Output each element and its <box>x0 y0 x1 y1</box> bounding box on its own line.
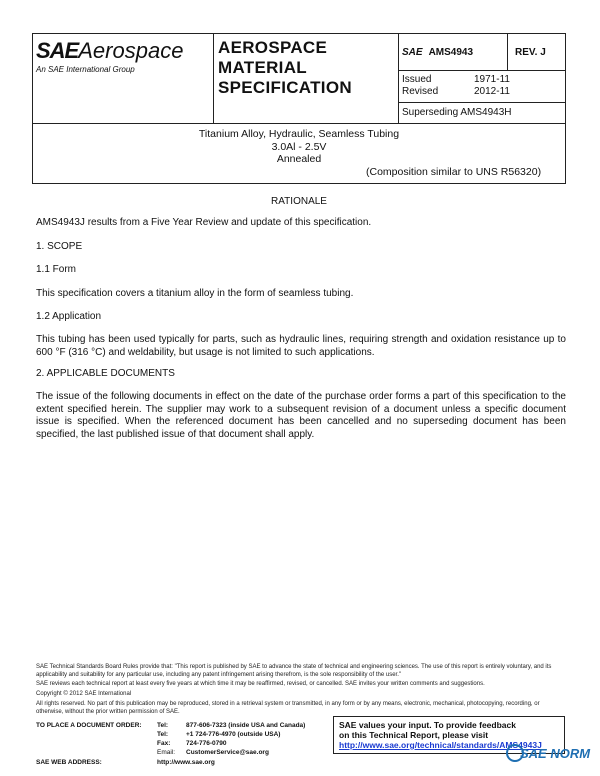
footer-rules-paragraph: SAE Technical Standards Board Rules provide that: "This report is published by SAE to advance the state of technical and engineering sciences. The use of this report is entirely voluntary, and its applicability and suitability for any particular use, including any patent infringement arising therefrom, is the sole responsibility of the user." <box>36 664 552 678</box>
superseding-note: Superseding AMS4943H <box>402 107 512 118</box>
tel2-value: +1 724-776-4970 (outside USA) <box>186 731 281 738</box>
section-1-1-text: This specification covers a titanium alloy in the form of seamless tubing. <box>36 288 354 299</box>
tel-value: 877-606-7323 (inside USA and Canada) <box>186 722 306 729</box>
fax-value: 724-776-0790 <box>186 740 227 747</box>
issued-label: Issued <box>402 74 432 85</box>
revision-label: REV. J <box>515 47 546 58</box>
watermark-text: SAE NORM <box>520 746 591 761</box>
document-type-title <box>218 38 368 98</box>
section-1-1-heading: 1.1 Form <box>36 264 77 275</box>
title-line-3: SPECIFICATION <box>218 78 352 97</box>
rationale-heading: RATIONALE <box>271 196 327 207</box>
revised-date: 2012-11 <box>474 86 510 97</box>
logo-subtitle: An SAE International Group <box>36 65 135 74</box>
web-value[interactable]: http://www.sae.org <box>157 759 215 766</box>
order-label: TO PLACE A DOCUMENT ORDER: <box>36 722 142 729</box>
tel-label: Tel: <box>157 722 169 729</box>
email-value[interactable]: CustomerService@sae.org <box>186 749 269 756</box>
tel2-label: Tel: <box>157 731 169 738</box>
title-line-1: AEROSPACE <box>218 38 328 57</box>
fax-label: Fax: <box>157 740 171 747</box>
section-1-2-text: This tubing has been used typically for parts, such as hydraulic lines, requiring strength and oxidation resistance up to 600 °F (316 °C) and weldability, but usage is not limited to such applications. <box>36 334 566 358</box>
feedback-line-1: SAE values your input. To provide feedback <box>339 720 516 730</box>
section-2-heading: 2. APPLICABLE DOCUMENTS <box>36 368 175 379</box>
logo-aerospace-text: Aerospace <box>78 38 184 63</box>
section-1-2-heading: 1.2 Application <box>36 311 102 322</box>
section-2-text: The issue of the following documents in effect on the date of the purchase order forms a part of this specification to the extent specified herein. The supplier may work to a subsequent revision of a document unless a specific document issue is specified. When the referenced document has been cancelled and no superseding document has been specified, the last published issue of that document shall apply. <box>36 391 566 440</box>
rationale-text: AMS4943J results from a Five Year Review and update of this specification. <box>36 217 372 228</box>
feedback-link[interactable]: http://www.sae.org/technical/standards/AMS4943J <box>339 740 542 750</box>
subject-line-1: Titanium Alloy, Hydraulic, Seamless Tubing <box>198 128 400 140</box>
title-line-2: MATERIAL <box>218 58 307 77</box>
sae-aerospace-logo <box>36 38 183 74</box>
sae-mini-logo: SAE <box>402 47 423 58</box>
subject-line-3: Annealed <box>276 153 322 165</box>
subject-line-2: 3.0Al - 2.5V <box>271 141 327 153</box>
footer-copyright: Copyright © 2012 SAE International <box>36 691 132 697</box>
subject-line-4: (Composition similar to UNS R56320) <box>366 166 542 178</box>
revised-label: Revised <box>402 86 439 97</box>
feedback-line-2: on this Technical Report, please visit <box>339 730 489 740</box>
issued-date: 1971-11 <box>474 74 510 85</box>
web-label: SAE WEB ADDRESS: <box>36 759 102 766</box>
email-label: Email: <box>157 749 176 756</box>
logo-sae-text: SAE <box>36 38 79 63</box>
footer-rights-paragraph: All rights reserved. No part of this publication may be reproduced, stored in a retrieval system or transmitted, in any form or by any means, electronic, mechanical, photocopying, recording, or otherwise, without the prior written permission of SAE. <box>36 701 540 715</box>
doc-number-text: AMS4943 <box>428 47 474 58</box>
document-number <box>402 47 473 58</box>
footer-review-paragraph: SAE reviews each technical report at least every five years at which time it may be reaffirmed, revised, or cancelled. SAE invites your written comments and suggestions. <box>36 681 485 687</box>
section-1-heading: 1. SCOPE <box>36 241 83 252</box>
